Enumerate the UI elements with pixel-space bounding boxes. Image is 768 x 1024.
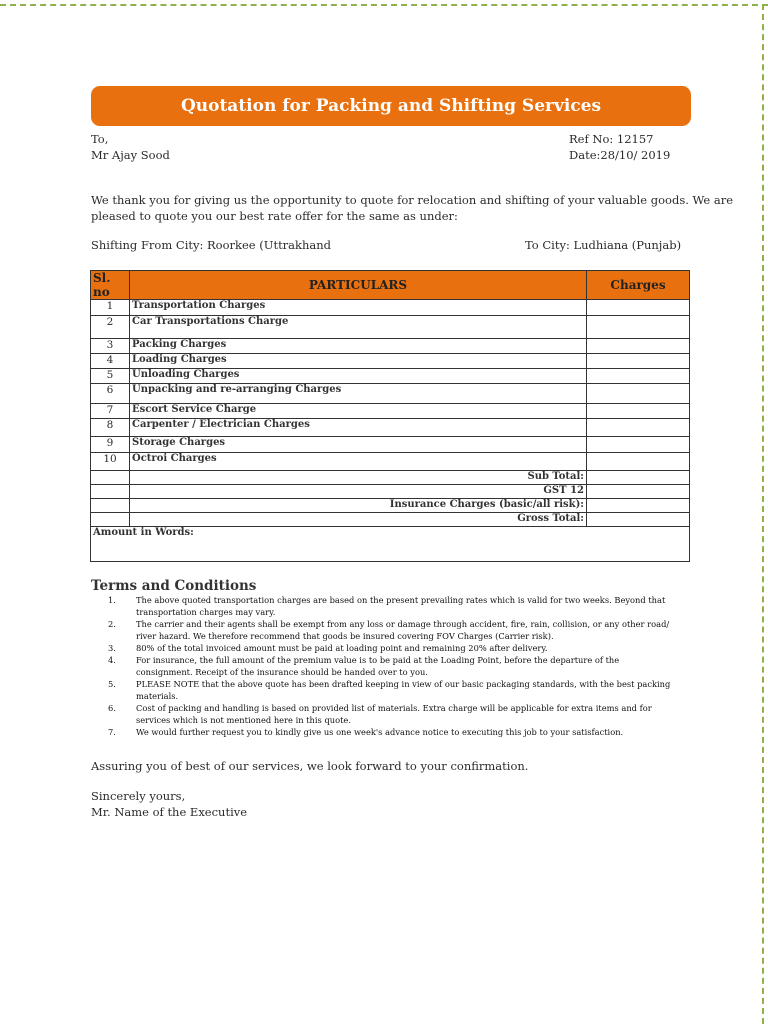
term-text: services which is not mentioned here in this quote. (136, 715, 351, 725)
total-value (587, 485, 690, 499)
term-text: PLEASE NOTE that the above quote has been drafted keeping in view of our basic packaging standards, with the best packing (136, 679, 671, 689)
term-number: 3. (108, 643, 116, 653)
term-text: We would further request you to kindly give us one week's advance notice to executing this job to your satisfaction. (136, 727, 624, 737)
row-particular: Storage Charges (130, 437, 587, 453)
row-charge (587, 384, 690, 404)
signature-line: Mr. Name of the Executive (91, 805, 248, 819)
term-number: 2. (108, 619, 116, 629)
quote-date: Date:28/10/ 2019 (569, 148, 671, 162)
table-row (91, 437, 690, 453)
gross-total-label: Gross Total: (130, 513, 587, 527)
term-item (108, 594, 674, 618)
row-charge (587, 300, 690, 316)
table-row (91, 453, 690, 471)
to-label: To, (91, 132, 109, 146)
top-dashed-border (0, 4, 768, 6)
term-text: consignment. Receipt of the insurance should be handed over to you. (136, 667, 428, 677)
header-particulars: PARTICULARS (130, 271, 587, 300)
row-charge (587, 419, 690, 437)
total-row (91, 471, 690, 485)
recipient-name: Mr Ajay Sood (91, 148, 170, 162)
table-row (91, 384, 690, 404)
right-dashed-border (762, 4, 764, 1024)
term-number: 6. (108, 703, 116, 713)
term-number: 1. (108, 595, 116, 605)
row-number: 1 (91, 300, 130, 316)
table-row (91, 404, 690, 419)
intro-line-1: We thank you for giving us the opportunity to quote for relocation and shifting of your valuable goods. We are (91, 193, 734, 207)
row-charge (587, 453, 690, 471)
table-row (91, 300, 690, 316)
row-charge (587, 404, 690, 419)
row-number: 9 (91, 437, 130, 453)
row-number: 5 (91, 369, 130, 384)
row-number: 6 (91, 384, 130, 404)
term-text: The carrier and their agents shall be exempt from any loss or damage through accident, fire, rain, collision, or any other road/ (136, 619, 670, 629)
terms-title: Terms and Conditions (91, 578, 257, 594)
total-value (587, 499, 690, 513)
table-header-row (91, 271, 690, 300)
total-row-blank (91, 485, 130, 499)
to-city: To City: Ludhiana (Punjab) (525, 238, 682, 252)
row-particular: Octroi Charges (130, 453, 587, 471)
closing-line: Assuring you of best of our services, we look forward to your confirmation. (91, 759, 529, 773)
row-charge (587, 354, 690, 369)
row-particular: Carpenter / Electrician Charges (130, 419, 587, 437)
amount-in-words-row (91, 527, 690, 562)
total-row-blank (91, 471, 130, 485)
term-number: 5. (108, 679, 116, 689)
intro-line-2: pleased to quote you our best rate offer for the same as under: (91, 209, 458, 223)
row-particular: Car Transportations Charge (130, 316, 587, 339)
row-number: 4 (91, 354, 130, 369)
charges-table (90, 270, 690, 562)
term-item (108, 678, 674, 702)
amount-in-words: Amount in Words: (91, 527, 690, 562)
term-text: For insurance, the full amount of the premium value is to be paid at the Loading Point, before the departure of the (136, 655, 620, 665)
row-charge (587, 316, 690, 339)
terms-list (108, 594, 674, 738)
row-particular: Unpacking and re-arranging Charges (130, 384, 587, 404)
row-particular: Transportation Charges (130, 300, 587, 316)
table-row (91, 339, 690, 354)
row-number: 3 (91, 339, 130, 354)
term-text: 80% of the total invoiced amount must be paid at loading point and remaining 20% after delivery. (136, 643, 548, 653)
total-value (587, 471, 690, 485)
row-particular: Unloading Charges (130, 369, 587, 384)
row-particular: Packing Charges (130, 339, 587, 354)
term-text: river hazard. We therefore recommend that goods be insured covering FOV Charges (Carrier risk). (136, 631, 554, 641)
term-item (108, 654, 674, 678)
table-row (91, 419, 690, 437)
total-row (91, 513, 690, 527)
table-row (91, 316, 690, 339)
insurance-label: Insurance Charges (basic/all risk): (130, 499, 587, 513)
row-particular: Escort Service Charge (130, 404, 587, 419)
total-row-blank (91, 513, 130, 527)
term-item (108, 618, 674, 642)
term-text: materials. (136, 691, 179, 701)
term-text: Cost of packing and handling is based on provided list of materials. Extra charge will be applicable for extra items and for (136, 703, 652, 713)
row-number: 10 (91, 453, 130, 471)
row-charge (587, 339, 690, 354)
from-city: Shifting From City: Roorkee (Uttrakhand (91, 238, 332, 252)
header-sl-no: Sl. no (91, 271, 130, 300)
row-particular: Loading Charges (130, 354, 587, 369)
intro-paragraph (91, 192, 733, 224)
table-row (91, 369, 690, 384)
sincerely-line: Sincerely yours, (91, 789, 186, 803)
term-item (108, 726, 674, 738)
term-number: 4. (108, 655, 116, 665)
table-row (91, 354, 690, 369)
sub-total-label: Sub Total: (130, 471, 587, 485)
term-number: 7. (108, 727, 116, 737)
total-row (91, 499, 690, 513)
total-row-blank (91, 499, 130, 513)
row-charge (587, 437, 690, 453)
term-text: transportation charges may vary. (136, 607, 276, 617)
ref-number: Ref No: 12157 (569, 132, 654, 146)
title-banner (91, 86, 691, 126)
gst-label: GST 12 (130, 485, 587, 499)
header-charges: Charges (587, 271, 690, 300)
row-number: 2 (91, 316, 130, 339)
row-number: 8 (91, 419, 130, 437)
term-text: The above quoted transportation charges are based on the present prevailing rates which is valid for two weeks. Beyond that (136, 595, 666, 605)
term-item (108, 642, 674, 654)
page-title: Quotation for Packing and Shifting Services (180, 96, 602, 116)
row-charge (587, 369, 690, 384)
term-item (108, 702, 674, 726)
row-number: 7 (91, 404, 130, 419)
total-value (587, 513, 690, 527)
total-row (91, 485, 690, 499)
